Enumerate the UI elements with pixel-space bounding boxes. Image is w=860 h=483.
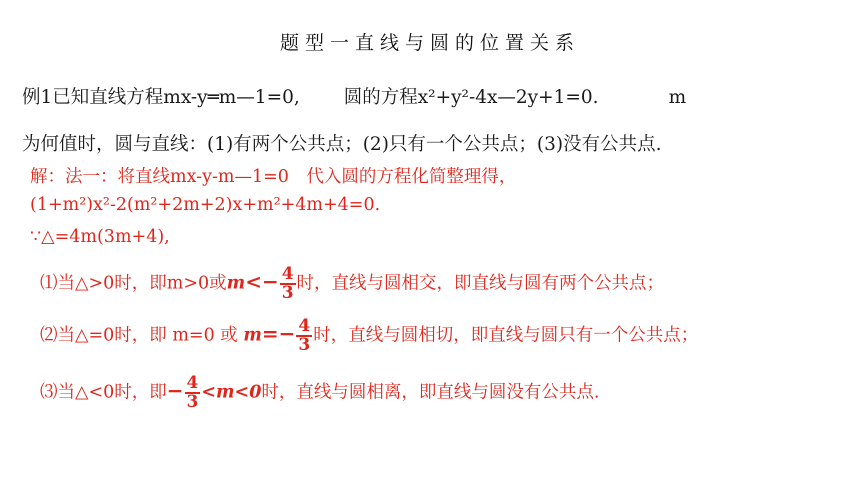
problem-line-1 [22, 83, 686, 109]
case-1 [40, 266, 664, 302]
case-3-prefix: ⑶当△<0时，即 [40, 382, 167, 403]
variable-m-text: m [668, 87, 687, 108]
page-title: 题型一直线与圆的位置关系 [279, 32, 580, 54]
case-2-denominator: 3 [298, 335, 311, 355]
case-3-fraction [185, 375, 201, 411]
case-3-op: − [166, 378, 184, 403]
case-1-op: <− [245, 269, 279, 294]
case-2-m: m [243, 325, 262, 346]
case-1-suffix: 时，直线与圆相交，即直线与圆有两个公共点； [296, 273, 665, 294]
line-equation-text: 例1已知直线方程mx-y═m—1=0, [22, 87, 300, 108]
case-2-suffix: 时，直线与圆相切，即直线与圆只有一个公共点； [313, 325, 699, 346]
case-1-m: m [226, 273, 246, 294]
case-1-fraction [280, 266, 296, 302]
case-2 [40, 318, 698, 354]
case-3-numerator: 4 [186, 373, 199, 393]
problem-line-2: 为何值时，圆与直线：(1)有两个公共点；(2)只有一个公共点；(3)没有公共点. [22, 134, 662, 155]
case-2-fraction [296, 318, 312, 354]
case-1-denominator: 3 [281, 283, 294, 303]
case-3-range: <m<0 [201, 382, 262, 403]
case-2-prefix: ⑵当△=0时，即 m=0 或 [40, 325, 238, 346]
case-3-denominator: 3 [186, 392, 199, 412]
case-3 [40, 375, 599, 411]
case-2-op: =− [261, 321, 296, 346]
case-3-suffix: 时，直线与圆相离，即直线与圆没有公共点. [261, 382, 600, 403]
case-2-numerator: 4 [298, 316, 311, 336]
solution-intro: 解：法一：将直线mx-y-m—1=0 代入圆的方程化简整理得， [30, 167, 517, 187]
case-1-prefix: ⑴当△>0时，即m>0或 [40, 273, 227, 294]
solution-delta: ∵△=4m(3m+4), [30, 227, 170, 247]
case-1-numerator: 4 [281, 264, 294, 284]
circle-equation-text: 圆的方程x²+y²-4x—2y+1=0. [343, 87, 599, 108]
solution-equation: (1+m²)x²-2(m²+2m+2)x+m²+4m+4=0. [30, 195, 381, 215]
